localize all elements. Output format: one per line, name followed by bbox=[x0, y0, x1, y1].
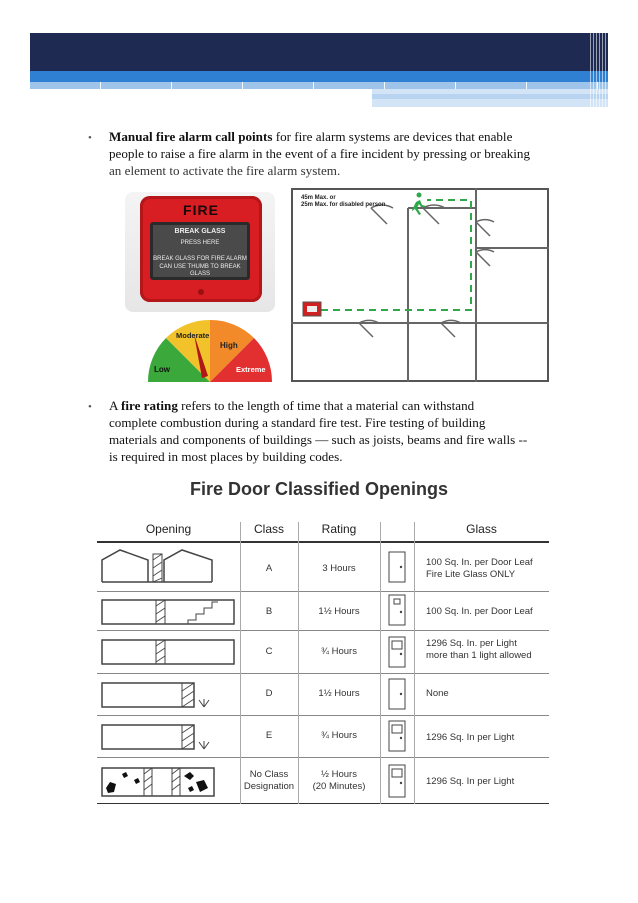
cell-glass bbox=[426, 606, 533, 618]
cell-rating: 3 Hours bbox=[322, 563, 356, 574]
table-row-divider bbox=[97, 591, 549, 592]
text-line: for fire alarm systems are devices that enable bbox=[272, 129, 513, 144]
cell-class bbox=[240, 769, 298, 793]
cell-rating bbox=[298, 769, 380, 793]
glass-line: 100 Sq. In. per Door Leaf bbox=[426, 606, 533, 617]
bullet-marker: • bbox=[88, 132, 92, 144]
door-vision-panel-icon bbox=[388, 551, 406, 583]
cell-glass bbox=[426, 557, 533, 581]
call-point-marker-glass bbox=[307, 306, 317, 312]
glass-line: 1296 Sq. In per Light bbox=[426, 776, 515, 787]
text-line: is required in most places by building codes. bbox=[109, 449, 343, 464]
cell-rating: ¾ Hours bbox=[321, 646, 357, 657]
table-col-divider bbox=[414, 522, 415, 804]
panel-line: BREAK GLASS FOR FIRE ALARM bbox=[153, 256, 247, 262]
floor-plan-note bbox=[301, 195, 385, 209]
cell-rating: 1½ Hours bbox=[318, 606, 360, 617]
fire-alarm-label: FIRE bbox=[183, 202, 219, 218]
note-line: 25m Max. for disabled person bbox=[301, 202, 386, 208]
glass-line: None bbox=[426, 688, 449, 699]
cell-glass bbox=[426, 688, 449, 700]
exit-running-man-icon bbox=[412, 193, 426, 216]
paragraph-call-points bbox=[109, 128, 569, 179]
opening-diagram-no-class bbox=[100, 762, 236, 800]
header-extension-stripe bbox=[372, 94, 608, 99]
class-line: Designation bbox=[243, 781, 295, 792]
note-line: 45m Max. or bbox=[301, 195, 336, 201]
cell-rating: 1½ Hours bbox=[318, 688, 360, 699]
header-stripes bbox=[590, 33, 608, 107]
rating-line: ½ Hours bbox=[321, 769, 357, 780]
escape-route-line bbox=[321, 200, 471, 310]
bullet-marker: • bbox=[88, 401, 92, 413]
risk-gauge bbox=[140, 316, 280, 388]
door-icon bbox=[476, 250, 494, 266]
header-class: Class bbox=[253, 522, 284, 536]
cell-class: D bbox=[265, 688, 273, 699]
table-bottom-rule bbox=[97, 803, 549, 804]
panel-line: CAN USE THUMB TO BREAK GLASS bbox=[159, 264, 241, 277]
text-prefix: A bbox=[109, 398, 122, 413]
opening-diagram-a bbox=[100, 546, 236, 586]
paragraph-fire-rating bbox=[109, 397, 569, 465]
header-glass: Glass bbox=[466, 522, 497, 536]
glass-line: 1296 Sq. In. per Light bbox=[426, 638, 517, 649]
glass-line: 100 Sq. In. per Door Leaf bbox=[426, 557, 533, 568]
header-dividers bbox=[30, 82, 608, 89]
door-icon bbox=[476, 220, 494, 236]
header-bar bbox=[30, 33, 608, 71]
text-line: materials and components of buildings — such as joists, beams and fire walls -- bbox=[109, 432, 528, 447]
table-row-divider bbox=[97, 630, 549, 631]
cell-class: E bbox=[265, 730, 273, 741]
cell-glass bbox=[426, 638, 532, 662]
glass-line: 1296 Sq. In per Light bbox=[426, 732, 515, 743]
cell-class: C bbox=[265, 646, 273, 657]
door-solid-icon bbox=[388, 678, 406, 710]
rating-line: (20 Minutes) bbox=[312, 781, 366, 792]
header-accent-bar bbox=[30, 71, 608, 82]
panel-sub: PRESS HERE bbox=[180, 240, 220, 246]
text-line: complete combustion during a standard fire test. Fire testing of building bbox=[109, 415, 486, 430]
term-fire-rating: fire rating bbox=[121, 398, 178, 413]
door-small-window-icon bbox=[388, 594, 406, 626]
opening-diagram-d bbox=[100, 677, 236, 713]
cell-glass bbox=[426, 732, 514, 744]
table-title: Fire Door Classified Openings bbox=[189, 479, 449, 499]
class-line: No Class bbox=[249, 769, 289, 780]
table-row-divider bbox=[97, 715, 549, 716]
header-rating: Rating bbox=[321, 522, 357, 536]
alarm-indicator-icon bbox=[198, 289, 204, 295]
text-line: people to raise a fire alarm in the event of a fire incident by pressing or breaking bbox=[109, 146, 531, 161]
panel-heading: BREAK GLASS bbox=[174, 228, 226, 235]
text-line: an element to activate the fire alarm system. bbox=[109, 163, 341, 178]
glass-line: Fire Lite Glass ONLY bbox=[426, 569, 516, 580]
table-header-rule bbox=[97, 541, 549, 543]
gauge-label-high: High bbox=[220, 341, 238, 350]
table-col-divider bbox=[380, 522, 381, 804]
floor-plan-drawing bbox=[291, 188, 549, 382]
cell-class: A bbox=[265, 563, 273, 574]
term-call-points: Manual fire alarm call points bbox=[109, 129, 273, 144]
gauge-label-low: Low bbox=[154, 365, 170, 374]
table-row-divider bbox=[97, 673, 549, 674]
door-large-window-icon bbox=[388, 764, 406, 798]
door-large-window-icon bbox=[388, 720, 406, 752]
cell-glass bbox=[426, 776, 514, 788]
cell-class: B bbox=[265, 606, 273, 617]
opening-diagram-b bbox=[100, 594, 236, 628]
gauge-label-moderate: Moderate bbox=[176, 331, 210, 340]
opening-diagram-c bbox=[100, 634, 236, 670]
door-large-window-icon bbox=[388, 636, 406, 668]
header-blank bbox=[380, 522, 414, 542]
opening-diagram-e bbox=[100, 719, 236, 755]
cell-rating: ¾ Hours bbox=[321, 730, 357, 741]
text-line: refers to the length of time that a material can withstand bbox=[177, 398, 475, 413]
header-opening: Opening bbox=[145, 522, 192, 536]
glass-line: more than 1 light allowed bbox=[426, 650, 532, 661]
table-row-divider bbox=[97, 757, 549, 758]
gauge-label-extreme: Extreme bbox=[236, 365, 266, 374]
